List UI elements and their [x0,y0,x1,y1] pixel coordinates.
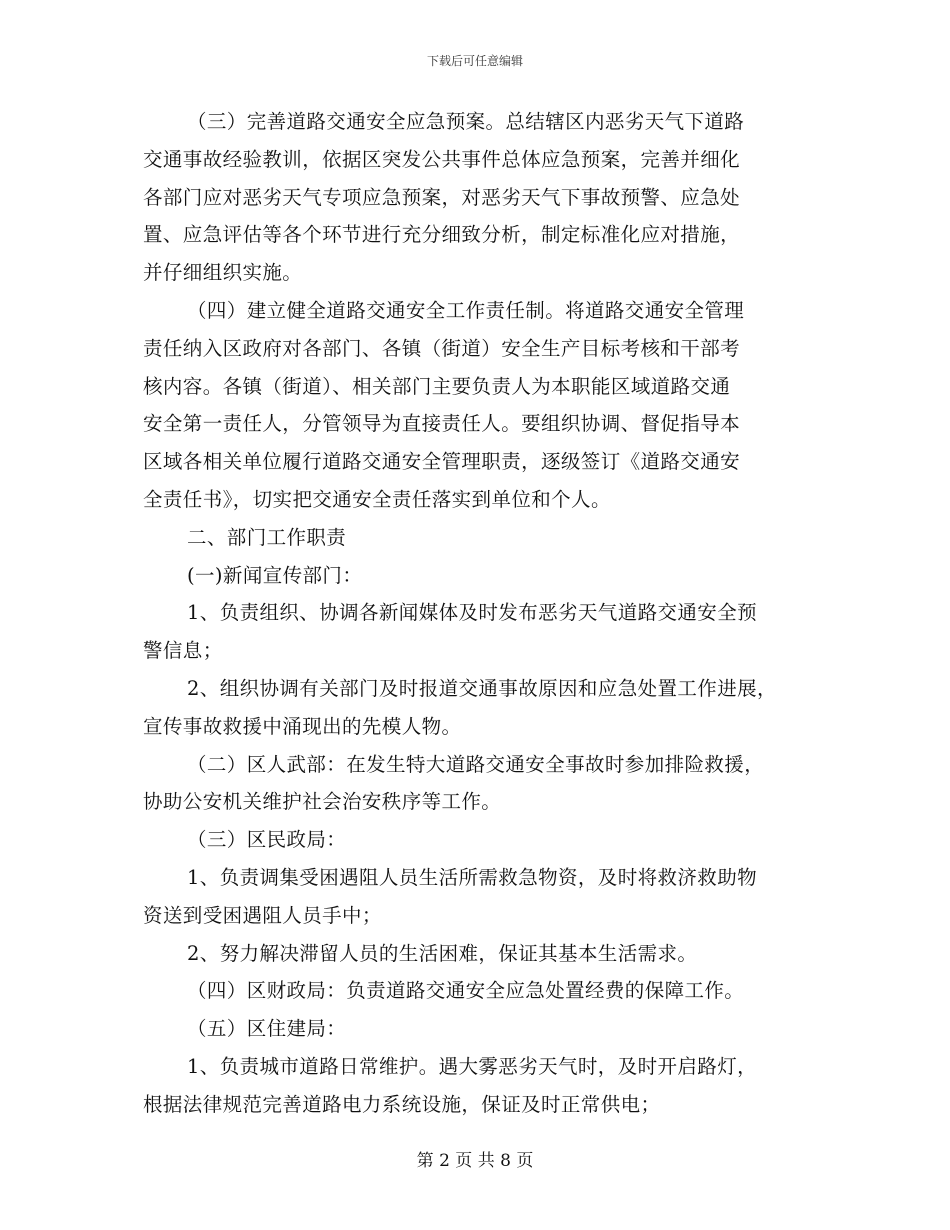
text-line: 2、努力解决滞留人员的生活困难，保证其基本生活需求。 [187,941,698,965]
text-line: 各部门应对恶劣天气专项应急预案，对恶劣天气下事故预警、应急处 [143,185,741,209]
text-line: 1、负责调集受困遇阻人员生活所需救急物资，及时将救济救助物 [187,865,758,889]
text-line: （二）区人武部：在发生特大道路交通安全事故时参加排险救援， [187,752,765,776]
text-line: 责任纳入区政府对各部门、各镇（街道）安全生产目标考核和干部考 [143,336,741,360]
text-line: 二、部门工作职责 [187,525,347,549]
text-line: （四）区财政局：负责道路交通安全应急处置经费的保障工作。 [187,979,745,1003]
text-line: (一)新闻宣传部门： [187,563,363,587]
text-line: 交通事故经验教训，依据区突发公共事件总体应急预案，完善并细化 [143,147,741,171]
page-header: 下载后可任意编辑 [426,54,523,68]
text-line: 安全第一责任人，分管领导为直接责任人。要组织协调、督促指导本 [143,412,741,436]
page-footer: 第 2 页 共 8 页 [416,1151,534,1171]
text-line: 区域各相关单位履行道路交通安全管理职责，逐级签订《道路交通安 [143,450,741,474]
text-line: 协助公安机关维护社会治安秩序等工作。 [143,790,502,814]
text-line: 宣传事故救援中涌现出的先模人物。 [143,714,462,738]
text-line: （三）区民政局： [187,828,347,852]
text-line: 并仔细组织实施。 [143,261,303,285]
text-line: 警信息； [143,639,223,663]
text-line: 2、组织协调有关部门及时报道交通事故原因和应急处置工作进展， [187,676,777,700]
text-line: （四）建立健全道路交通安全工作责任制。将道路交通安全管理 [187,298,745,322]
text-line: 资送到受困遇阻人员手中； [143,903,382,927]
document-body [143,103,811,1124]
text-line: 全责任书》，切实把交通安全责任落实到单位和个人。 [143,487,611,511]
text-line: （五）区住建局： [187,1017,347,1041]
text-line: 置、应急评估等各个环节进行充分细致分析，制定标准化应对措施， [143,223,741,247]
text-line: 核内容。各镇（街道）、相关部门主要负责人为本职能区域道路交通 [143,374,731,398]
text-line: 1、负责城市道路日常维护。遇大雾恶劣天气时，及时开启路灯， [187,1054,758,1078]
text-line: 1、负责组织、协调各新闻媒体及时发布恶劣天气道路交通安全预 [187,601,758,625]
text-line: 根据法律规范完善道路电力系统设施，保证及时正常供电； [143,1092,661,1116]
text-line: （三）完善道路交通安全应急预案。总结辖区内恶劣天气下道路 [187,110,745,133]
